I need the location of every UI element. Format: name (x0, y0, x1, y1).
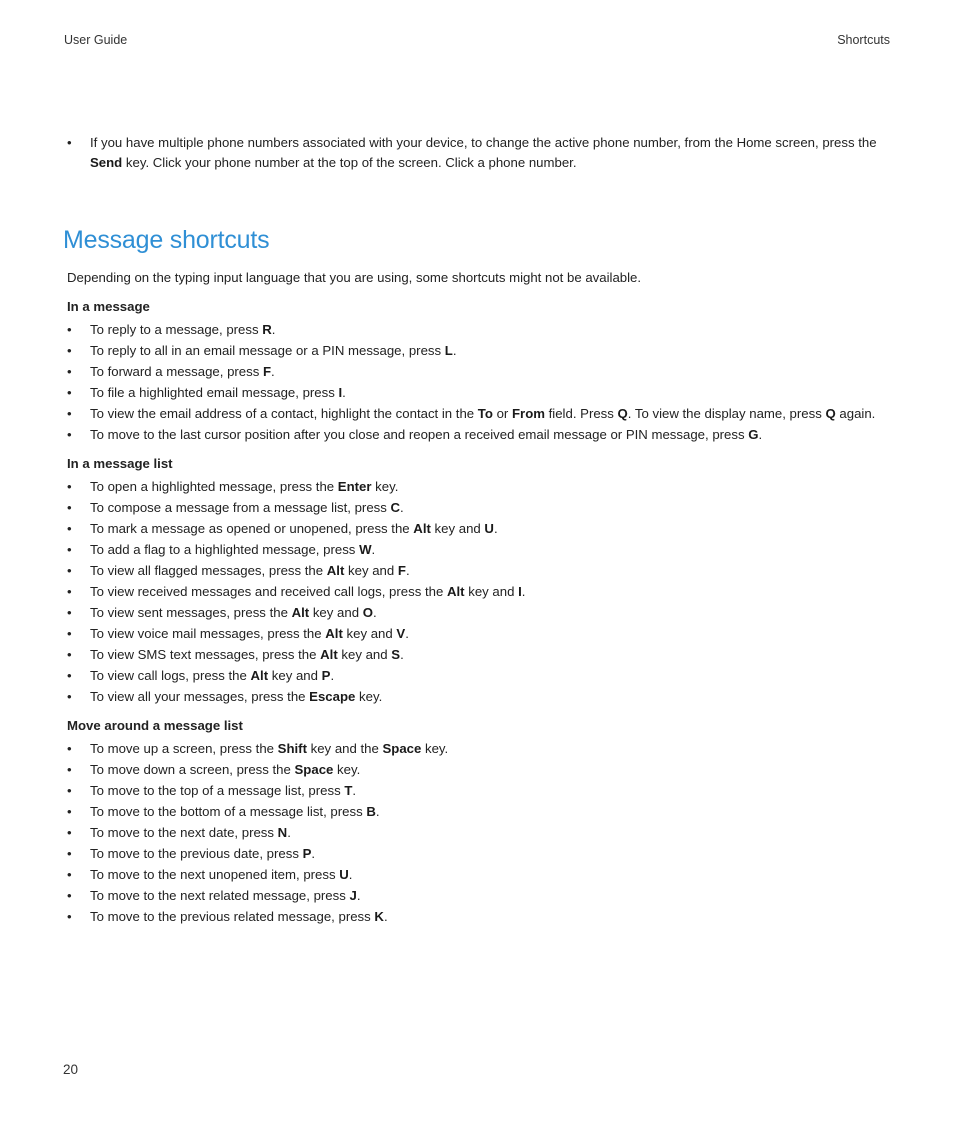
text-run: To open a highlighted message, press the (90, 479, 338, 494)
text-run: key and (430, 521, 485, 536)
list-item (64, 602, 894, 623)
list-item (64, 801, 894, 822)
text-run: key and (344, 563, 398, 578)
text-run: key. (371, 479, 399, 494)
text-run: key. (355, 689, 383, 704)
text-run: To move to the next date, press (90, 825, 278, 840)
key-name: Q (825, 406, 836, 421)
text-run: . (271, 322, 276, 337)
text-run: . (271, 364, 275, 379)
text-run: key. (421, 741, 449, 756)
text-run: key. Click your phone number at the top of the screen. Click a phone number. (122, 155, 577, 170)
key-name: U (339, 867, 349, 882)
text-run: . (405, 563, 410, 578)
key-name: Alt (446, 584, 465, 599)
text-run: . (348, 867, 353, 882)
list-item (64, 497, 894, 518)
text-run: To move to the top of a message list, press (90, 783, 345, 798)
list-item (64, 424, 894, 445)
list-item (64, 623, 894, 644)
text-run: If you have multiple phone numbers associated with your device, to change the active phone number, from the Home screen, press the (90, 135, 877, 150)
key-name: N (277, 825, 288, 840)
text-run: key and (342, 626, 397, 641)
key-name: Escape (309, 689, 356, 704)
running-header-section: Shortcuts (837, 33, 890, 47)
text-run: . (287, 825, 291, 840)
text-run: . (400, 500, 404, 515)
key-name: B (366, 804, 376, 819)
text-run: . (311, 846, 316, 861)
key-name: F (262, 364, 272, 379)
key-name: Alt (325, 626, 343, 641)
text-run: key and the (306, 741, 383, 756)
key-name: T (344, 783, 353, 798)
list-item (64, 560, 894, 581)
list-item (64, 843, 894, 864)
text-run: To move to the previous date, press (90, 846, 303, 861)
list-item (64, 539, 894, 560)
text-run: . (405, 626, 409, 641)
key-name: Alt (320, 647, 338, 662)
list-item (64, 382, 894, 403)
key-name: R (262, 322, 272, 337)
list-item (64, 340, 894, 361)
text-run: To compose a message from a message list, press (90, 500, 391, 515)
key-name: P (302, 846, 312, 861)
page-number: 20 (63, 1062, 79, 1077)
subheading-in-a-message-list: In a message list (67, 456, 173, 471)
section-title: Message shortcuts (63, 226, 270, 254)
subheading-in-a-message: In a message (67, 299, 150, 314)
subheading-move-around: Move around a message list (67, 718, 243, 733)
text-run: . (400, 647, 404, 662)
text-run: To reply to all in an email message or a PIN message, press (90, 343, 445, 358)
key-name: Q (617, 406, 628, 421)
text-run: key and (464, 584, 519, 599)
intro-bullet-list (64, 133, 890, 173)
list-item (64, 581, 894, 602)
text-run: To mark a message as opened or unopened, press the (90, 521, 414, 536)
key-name: L (444, 343, 453, 358)
key-name: Space (382, 741, 422, 756)
section-intro: Depending on the typing input language that you are using, some shortcuts might not be available. (67, 270, 642, 285)
shortcut-list-in-a-message (64, 319, 894, 445)
key-name: K (374, 909, 384, 924)
text-run: . (452, 343, 457, 358)
text-run: To move to the bottom of a message list, press (90, 804, 367, 819)
text-run: To move to the next related message, press (90, 888, 350, 903)
shortcut-list-in-a-message-list (64, 476, 894, 707)
running-header-title: User Guide (64, 33, 128, 47)
text-run: To add a flag to a highlighted message, press (90, 542, 360, 557)
text-run: To view call logs, press the (90, 668, 251, 683)
key-name: W (359, 542, 372, 557)
list-item (64, 133, 890, 173)
text-run: To view received messages and received call logs, press the (90, 584, 447, 599)
list-item (64, 738, 894, 759)
key-name: Enter (337, 479, 372, 494)
text-run: To forward a message, press (90, 364, 263, 379)
text-run: key and (337, 647, 392, 662)
text-run: To move down a screen, press the (90, 762, 295, 777)
text-run: To view the email address of a contact, highlight the contact in the (90, 406, 478, 421)
list-item (64, 822, 894, 843)
text-run: . (356, 888, 361, 903)
list-item (64, 403, 894, 424)
text-run: To reply to a message, press (90, 322, 263, 337)
text-run: To view all your messages, press the (90, 689, 310, 704)
key-name: To (477, 406, 493, 421)
list-item (64, 906, 894, 927)
list-item (64, 686, 894, 707)
text-run: or (492, 406, 512, 421)
key-name: U (484, 521, 494, 536)
key-name: S (391, 647, 401, 662)
text-run: key and (309, 605, 363, 620)
key-name: Alt (250, 668, 269, 683)
key-name: From (512, 406, 545, 421)
key-name: O (362, 605, 373, 620)
list-item (64, 885, 894, 906)
text-run: . (493, 521, 498, 536)
key-name: Send (90, 155, 123, 170)
key-name: I (518, 584, 522, 599)
text-run: . To view the display name, press (627, 406, 826, 421)
text-run: To move up a screen, press the (90, 741, 278, 756)
text-run: field. Press (544, 406, 618, 421)
key-name: P (321, 668, 331, 683)
text-run: To move to the previous related message, press (90, 909, 375, 924)
list-item (64, 319, 894, 340)
key-name: Alt (413, 521, 431, 536)
text-run: . (375, 804, 380, 819)
shortcut-list-move-around (64, 738, 894, 927)
list-item (64, 476, 894, 497)
list-item (64, 361, 894, 382)
text-run: To move to the next unopened item, press (90, 867, 340, 882)
list-item (64, 780, 894, 801)
key-name: V (396, 626, 406, 641)
text-run: key. (333, 762, 361, 777)
list-item (64, 518, 894, 539)
text-run: . (758, 427, 763, 442)
key-name: Alt (326, 563, 345, 578)
text-run: To view voice mail messages, press the (90, 626, 326, 641)
text-run: . (342, 385, 346, 400)
text-run: again. (835, 406, 876, 421)
key-name: Space (294, 762, 334, 777)
text-run: . (372, 605, 377, 620)
key-name: Alt (291, 605, 310, 620)
list-item (64, 759, 894, 780)
text-run: To file a highlighted email message, press (90, 385, 339, 400)
list-item (64, 665, 894, 686)
text-run: To move to the last cursor position after you close and reopen a received email message or PIN message, press (90, 427, 749, 442)
text-run: To view all flagged messages, press the (90, 563, 327, 578)
text-run: key and (268, 668, 322, 683)
key-name: Shift (277, 741, 307, 756)
key-name: I (338, 385, 343, 400)
text-run: To view sent messages, press the (90, 605, 292, 620)
text-run: . (383, 909, 388, 924)
key-name: J (349, 888, 357, 903)
list-item (64, 644, 894, 665)
key-name: G (748, 427, 759, 442)
list-item (64, 864, 894, 885)
text-run: . (352, 783, 357, 798)
key-name: C (390, 500, 401, 515)
text-run: . (330, 668, 335, 683)
text-run: To view SMS text messages, press the (90, 647, 321, 662)
key-name: F (397, 563, 406, 578)
text-run: . (371, 542, 376, 557)
text-run: . (521, 584, 526, 599)
